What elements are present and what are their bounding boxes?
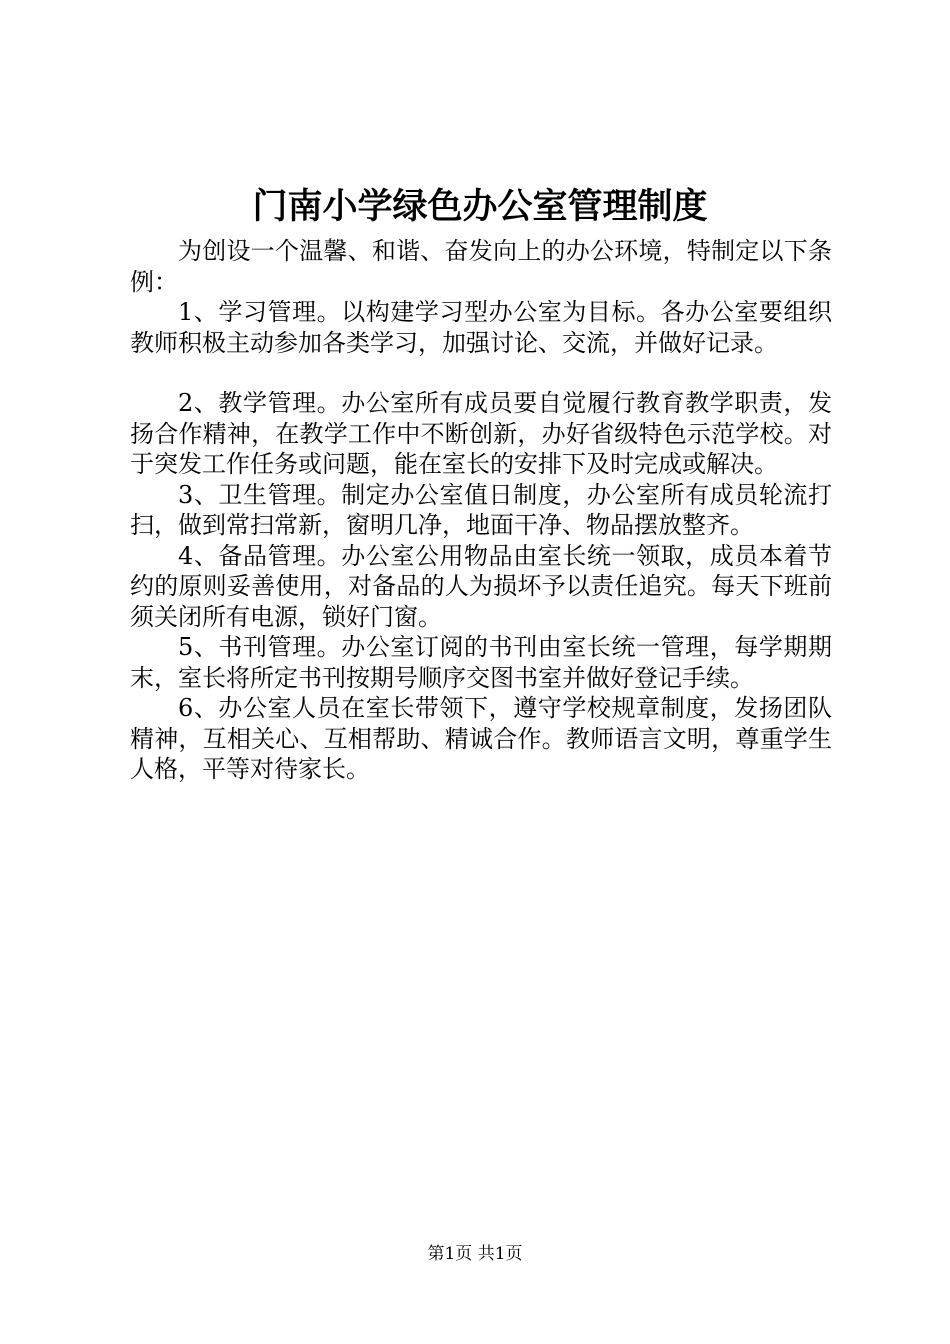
page-footer: 第1页 共1页	[427, 1244, 523, 1264]
document-title: 门南小学绿色办公室管理制度	[252, 186, 708, 227]
document-body	[130, 236, 832, 785]
rule-paragraph-5: 5、书刊管理。办公室订阅的书刊由室长统一管理，每学期期末，室长将所定书刊按期号顺序交图书室并做好登记手续。	[130, 633, 832, 692]
rule-paragraph-3: 3、卫生管理。制定办公室值日制度，办公室所有成员轮流打扫，做到常扫常新，窗明几净，地面干净、物品摆放整齐。	[130, 480, 832, 539]
rule-paragraph-1: 1、学习管理。以构建学习型办公室为目标。各办公室要组织教师积极主动参加各类学习，加强讨论、交流，并做好记录。	[130, 298, 832, 357]
rule-paragraph-6: 6、办公室人员在室长带领下，遵守学校规章制度，发扬团队精神，互相关心、互相帮助、精诚合作。教师语言文明，尊重学生人格，平等对待家长。	[130, 694, 832, 783]
rule-paragraph-4: 4、备品管理。办公室公用物品由室长统一领取，成员本着节约的原则妥善使用，对备品的人为损坏予以责任追究。每天下班前须关闭所有电源，锁好门窗。	[130, 541, 832, 631]
rule-paragraph-2: 2、教学管理。办公室所有成员要自觉履行教育教学职责，发扬合作精神，在教学工作中不断创新，办好省级特色示范学校。对于突发工作任务或问题，能在室长的安排下及时完成或解决。	[130, 389, 832, 478]
intro-paragraph: 为创设一个温馨、和谐、奋发向上的办公环境，特制定以下条例：	[130, 237, 832, 296]
paragraph-spacer	[130, 358, 832, 388]
